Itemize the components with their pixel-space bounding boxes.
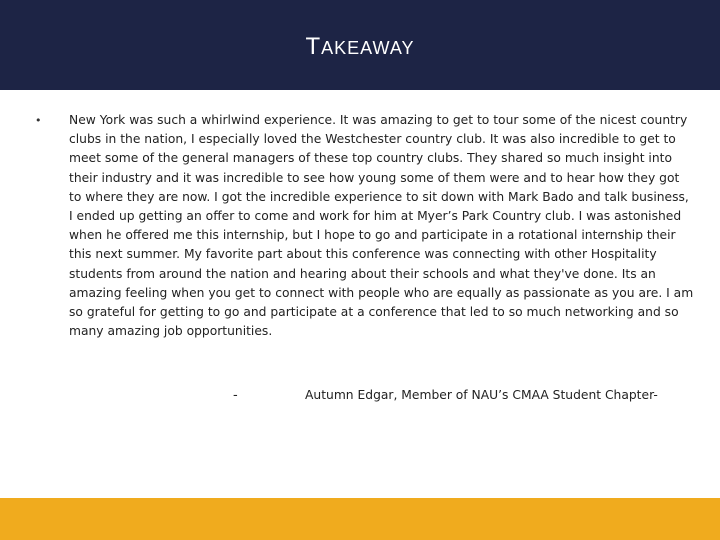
attribution-dash: - bbox=[233, 388, 238, 403]
attribution-text: Autumn Edgar, Member of NAU’s CMAA Student Chapter- bbox=[305, 388, 658, 402]
slide-title-first-letter: T bbox=[305, 33, 322, 60]
slide-title bbox=[0, 33, 720, 60]
bullet-marker: • bbox=[35, 114, 42, 127]
footer-bar bbox=[0, 498, 720, 540]
body-paragraph: New York was such a whirlwind experience. It was amazing to get to tour some of the nicest country clubs in the nation, I especially loved the Westchester country club. It was also incredible to get to meet some of the general managers of these top country clubs. They shared so much insight into their industry and it was incredible to see how young some of them were and to hear how they got to where they are now. I got the incredible experience to sit down with Mark Bado and talk business, I ended up getting an offer to come and work for him at Myer’s Park Country club. I was astonished when he offered me this internship, but I hope to go and participate in a rotational internship their this next summer. My favorite part about this conference was connecting with other Hospitality students from around the nation and hearing about their schools and what they've done. Its an amazing feeling when you get to connect with people who are equally as passionate as you are. I am so grateful for getting to go and participate at a conference that led to so much networking and so many amazing job opportunities. bbox=[69, 113, 694, 339]
slide-title-rest: AKEAWAY bbox=[321, 38, 415, 58]
